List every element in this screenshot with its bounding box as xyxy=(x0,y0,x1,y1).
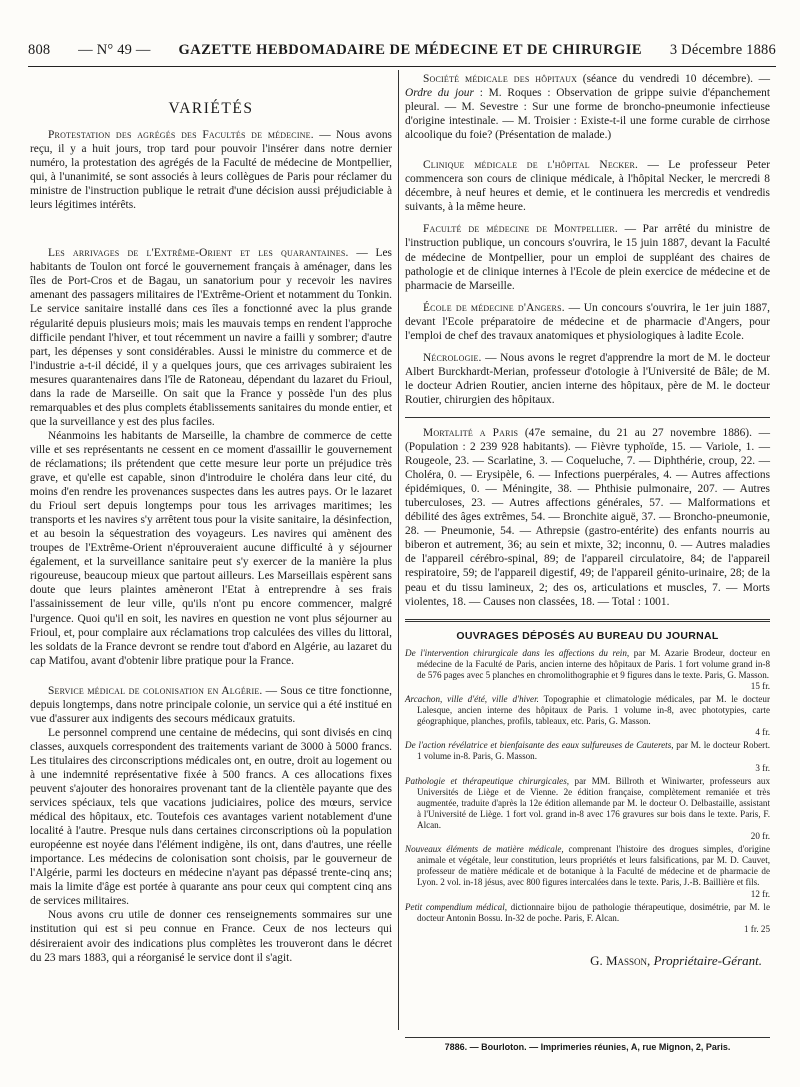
header-rule xyxy=(28,66,776,67)
article-body: — Nous avons reçu, il y a huit jours, trop tard pour pouvoir l'insérer dans notre dernier numéro, la protestation des agrégés de la Faculté de médecine de Montpellier, qui, à l'unanimité, se sont associés à leurs collègues de Paris pour réclamer du ministre de l'instruction publique le retrait d'une décision aussi préjudiciable à leurs légitimes intérêts. xyxy=(30,129,392,212)
publisher-signature xyxy=(405,953,770,969)
publisher-name: G. Masson, xyxy=(590,952,651,968)
book-price: 20 fr. xyxy=(750,831,770,842)
separator-rule xyxy=(405,417,770,418)
left-column xyxy=(30,72,392,965)
journal-title: GAZETTE HEBDOMADAIRE DE MÉDECINE ET DE CHIRURGIE xyxy=(178,42,643,58)
printer-imprint: 7886. — Bourloton. — Imprimeries réunies, A, rue Mignon, 2, Paris. xyxy=(405,1037,770,1052)
book-price: 12 fr. xyxy=(750,888,770,899)
article-clinique-necker: Clinique médicale de l'hôpital Necker. — Le professeur Peter commencera son cours de clinique médicale, à l'hôpital Necker, le mercredi 8 décembre, à neuf heures et demie, et le continuera les mercredis et vendredis suivants, à la même heure. xyxy=(405,159,770,214)
article-ecole-angers: École de médecine d'Angers. — Un concours s'ouvrira, le 1er juin 1887, devant l'Ecole préparatoire de médecine et de pharmacie d'Angers, pour l'emploi de chef des travaux anatomiques et physiologiques à ladite Ecole. xyxy=(405,301,770,342)
article-title: Mortalité a Paris xyxy=(423,426,519,439)
book-entry: Arcachon, ville d'été, ville d'hiver. Topographie et climatologie médicales, par M. le docteur Lalesque, ancien interne des hôpitaux de Paris. 1 volume in-8, avec phototypies, carte géographique, planches, profils, tableaux, etc. Paris, G. Masson. 4 fr. xyxy=(405,693,770,738)
issue-number: — N° 49 — xyxy=(78,42,151,58)
page-header xyxy=(28,42,776,66)
section-title: VARIÉTÉS xyxy=(168,100,254,117)
article-paragraph: Néanmoins les habitants de Marseille, la chambre de commerce de cette ville et ses représentants ne cessent en ce moment d'assaillir le gouvernement de réclamations; ils prétendent que cette mesure leur porte un préjudice très grave, et qu'elle est capable, sinon d'introduire le choléra dans leur cité, du moins d'en rendre les provenances suspectes dans les autres pays. Or le lazaret du Frioul sert depuis longtemps pour tous les arrivages maritimes; les transports et les navires s'y arrêtent tous pour la visite sanitaire, la désinfection, et au besoin la séquestration des voyageurs. Les navires qui amènent des troupes de l'Extrême-Orient n'éprouveraient aucune difficulté à y séjourner également, et la surveillance sanitaire peut s'y exercer de la manière la plus rigoureuse, beaucoup mieux que partout ailleurs. Les Marseillais espèrent sans doute que leurs plaintes amèneront l'Etat à entreprendre à ses frais l'assainissement de leur ville, qu'ils n'ont pu encore commencer, malgré l'urgence. Quoi qu'il en soit, les navires en question ne vont plus séjourner au Frioul, et, pour complaire aux réclamations trop calculées des villes du littoral, les soldats de la France devront se rendre tout d'abord en Algérie, au lazaret du cap Matifou, avant d'obtenir libre pratique pour la France. xyxy=(30,429,392,667)
issue-date: 3 Décembre 1886 xyxy=(669,42,776,58)
article-faculte-montpellier: Faculté de médecine de Montpellier. — Par arrêté du ministre de l'instruction publique, un concours s'ouvrira, le 15 juin 1887, devant la Faculté de médecine de Montpellier, pour un emploi de suppléant des chaires de pathologie et de clinique internes à l'Ecole de plein exercice de médecine et de pharmacie de Marseille. xyxy=(405,223,770,292)
ordre-du-jour: Ordre du jour xyxy=(405,87,474,100)
article-societe-medicale: Société médicale des hôpitaux (séance du vendredi 10 décembre). — Ordre du jour : M. Roques : Observation de grippe suivie d'épanchement pleural. — M. Sevestre : Sur une forme de broncho-pneumonie infectieuse d'origine intestinale. — M. Troisier : Existe-t-il une forme curable de cirrhose alcoolique du foie? (Présentation de malade.) xyxy=(405,73,770,142)
article-body: — Les habitants de Toulon ont forcé le gouvernement français à aménager, dans les îles de Port-Cros et de Bagau, un sanatorium pour y recevoir les navires amenant des passagers militaires de l'Extrême-Orient et notamment du Tonkin. Le service sanitaire installé dans ces îles a fonctionné avec la plus grande régularité depuis plusieurs mois; mais les mauvais temps en rendent l'approche difficile pendant l'hiver, et tout récemment un navire a failli y sombrer; d'autre part, les dépenses y sont considérables. Aussi le ministre du commerce et de l'industrie a-t-il décidé, il y a quelques jours, que ces arrivages subiraient les mesures quarantenaires dans l'île de Ratoneau, dépendant du lazaret du Frioul, dans la rade de Marseille. On sait que la France y possède l'un des plus remarquables et des plus complets établissements sanitaires du monde entier, et que la surveillance y est des plus faciles. xyxy=(30,247,392,428)
article-paragraph: Nous avons cru utile de donner ces renseignements sommaires sur une institution qui est si peu connue en France. Ceux de nos lecteurs qui désireraient avoir des indications plus complètes les trouveront dans le décret du 23 mars 1883, qui a réorganisé le service dont il s'agit. xyxy=(30,909,392,964)
book-price: 15 fr. xyxy=(750,680,770,691)
article-necrologie: Nécrologie. — Nous avons le regret d'apprendre la mort de M. le docteur Albert Burckhardt-Merian, professeur d'otologie à l'Université de Bâle; de M. le docteur Adrien Routier, ancien interne des hôpitaux, père de M. le docteur Routier, chirurgien des hôpitaux. xyxy=(405,351,770,406)
book-entry: Nouveaux éléments de matière médicale, comprenant l'histoire des drogues simples, d'origine animale et végétale, leur constitution, leurs propriétés et leurs falsifications, par M. D. Cauvet, professeur de matière médicale et de botanique à la Faculté de médecine et de pharmacie de Lyon. 2 vol. in-18 jésus, avec 800 figures intercalées dans le texte. Paris, J.-B. Baillière et fils. 12 fr. xyxy=(405,844,770,899)
article-algerie xyxy=(30,684,392,726)
article-protestation xyxy=(30,128,392,212)
book-entry: Pathologie et thérapeutique chirurgicales, par MM. Billroth et Winiwarter, professeurs aux Universités de Liège et de Vienne. 2e édition française, complètement remaniée et très augmentée, traduite d'après la 12e édition allemande par M. le docteur O. Delbastaille, assistant à l'Université de Liège. 1 fort vol. grand in-8 avec 176 gravures sur bois dans le texte. Paris, F. Alcan. 20 fr. xyxy=(405,775,770,842)
article-title: Nécrologie. xyxy=(423,351,482,364)
right-column xyxy=(405,72,770,969)
separator-double-rule xyxy=(405,619,770,622)
article-title: Clinique médicale de l'hôpital Necker. xyxy=(423,159,639,172)
article-title: École de médecine d'Angers. xyxy=(423,301,565,314)
book-price: 4 fr. xyxy=(755,727,770,738)
article-title: Les arrivages de l'Extrême-Orient et les quarantaines. xyxy=(48,247,349,260)
ouvrages-heading: OUVRAGES DÉPOSÉS AU BUREAU DU JOURNAL xyxy=(456,629,719,642)
article-title: Protestation des agrégés des Facultés de médecine. xyxy=(48,129,314,141)
column-divider xyxy=(398,70,399,1030)
article-title: Société médicale des hôpitaux xyxy=(423,73,578,85)
article-title: Service médical de colonisation en Algérie. xyxy=(48,684,263,697)
article-paragraph: Le personnel comprend une centaine de médecins, qui sont divisés en cinq classes, auxquels correspondent des traitements variant de 3000 à 5000 francs. Les titulaires des circonscriptions médicales ont, en outre, droit au logement ou à une indemnité représentative fixée à 500 francs. A ces allocations fixes peuvent s'ajouter des honoraires provenant tant de la clientèle payante que des services spéciaux, tels que vacations judiciaires, police des mœurs, service médical des hôpitaux, etc. Toutefois ces avantages varient notablement d'une localité à l'autre. Presque nuls dans certaines circonscriptions où la population européenne est noyée dans l'élément indigène, ils ont, dans d'autres, une réelle importance. Les médecins de colonisation sont choisis, par le gouverneur de l'Algérie, parmi les docteurs en médecine n'ayant pas dépassé trente-cinq ans; mais la limite d'âge est portée à quarante ans pour ceux qui comptent cinq ans de services militaires. xyxy=(30,726,392,908)
article-body: — Sous ce titre fonctionne, depuis longtemps, dans notre principale colonie, un service qui a été institué en vue d'assurer aux indigents des secours médicaux gratuits. xyxy=(30,684,392,725)
publisher-role: Propriétaire-Gérant. xyxy=(653,952,762,968)
book-entry: De l'intervention chirurgicale dans les affections du rein, par M. Azarie Brodeur, docteur en médecine de la Faculté de Paris, ancien interne des hôpitaux de Paris. 1 fort volume grand in-8 de 576 pages avec 5 planches en chromolithographie et 9 figures dans le texte. Paris, G. Masson. 15 fr. xyxy=(405,647,770,691)
book-list xyxy=(405,648,770,935)
book-price: 3 fr. xyxy=(755,762,770,773)
book-entry: De l'action révélatrice et bienfaisante des eaux sulfureuses de Cauterets, par M. le docteur Robert. 1 volume in-8. Paris, G. Masson. 3 fr. xyxy=(405,740,771,773)
book-price: 1 fr. 25 xyxy=(743,923,770,934)
article-title: Faculté de médecine de Montpellier. xyxy=(423,223,618,236)
article-arrivages xyxy=(30,246,392,429)
page-number: 808 xyxy=(28,42,51,58)
book-entry: Petit compendium médical, dictionnaire bijou de pathologie thérapeutique, dosimétrie, par M. le docteur Antonin Bossu. In-32 de poche. Paris, F. Alcan. 1 fr. 25 xyxy=(405,901,770,934)
article-mortalite: Mortalité a Paris (47e semaine, du 21 au 27 novembre 1886). — (Population : 2 239 928 habitants). — Fièvre typhoïde, 15. — Variole, 1. — Rougeole, 23. — Scarlatine, 3. — Coqueluche, 7. — Diphthérie, croup, 22. — Choléra, 0. — Erysipèle, 6. — Infections puerpérales, 4. — Autres affections épidémiques, 0. — Méningite, 38. — Phthisie pulmonaire, 207. — Autres tuberculoses, 23. — Autres affections générales, 57. — Malformations et débilité des âges extrêmes, 54. — Bronchite aiguë, 37. — Broncho-pneumonie, 28. — Pneumonie, 54. — Athrepsie (gastro-entérite) des enfants nourris au biberon et autrement, 36; au sein et mixte, 32; inconnu, 0. — Autres maladies de l'appareil cérébro-spinal, 89; de l'appareil circulatoire, 84; de l'appareil respiratoire, 59; de l'appareil digestif, 49; de l'appareil génito-urinaire, 28; de la peau et du tissu lamineux, 2; des os, articulations et muscles, 7. — Morts violentes, 18. — Causes non classées, 18. — Total : 1001. xyxy=(405,426,770,608)
